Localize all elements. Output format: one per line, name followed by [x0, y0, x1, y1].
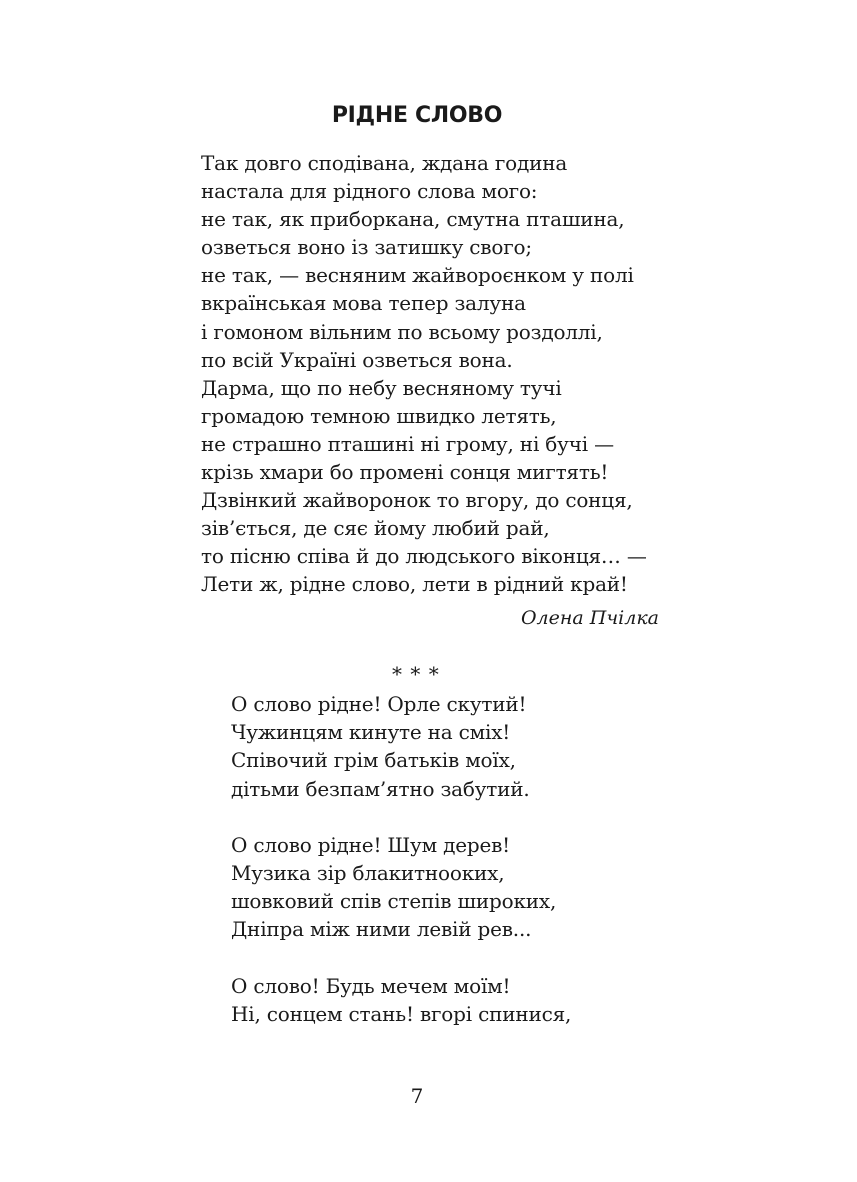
poem-line: зів’ється, де сяє йому любий рай,: [201, 516, 550, 541]
stanza: [231, 831, 571, 944]
poem-line: не страшно пташині ні грому, ні бучі —: [201, 431, 614, 456]
poem-line: шовковий спів степів широких,: [231, 889, 557, 914]
poem-line: не так, як приборкана, смутна пташина,: [201, 207, 625, 232]
poem-line: Чужинцям кинуте на сміх!: [231, 720, 511, 745]
poem-line: Так довго сподівана, ждана година: [201, 151, 568, 175]
poem-line: Дніпра між ними левій рев...: [231, 917, 532, 942]
poem-body: [201, 149, 647, 599]
poem-line: настала для рідного слова мого:: [201, 179, 538, 204]
poem-line: то пісню співа й до людського віконця… —: [201, 544, 647, 569]
second-poem-body: [231, 690, 571, 1028]
poem-line: Дзвінкий жайворонок то вгору, до сонця,: [201, 488, 633, 513]
poem-line: О слово рідне! Орле скутий!: [231, 692, 527, 716]
poem-line: крізь хмари бо промені сонця мигтять!: [201, 460, 609, 485]
poem-line: О слово рідне! Шум дерев!: [231, 832, 511, 857]
poem-line: дітьми безпам’ятно забутий.: [231, 776, 530, 801]
poem-line: озветься воно із затишку свого;: [201, 235, 532, 260]
stanza: [231, 972, 571, 1028]
poem-line: не так, — весняним жайвороєнком у полі: [201, 263, 634, 288]
section-separator: * * *: [392, 662, 440, 686]
poem-line: громадою темною швидко летять,: [201, 403, 557, 428]
poem-line: О слово! Будь мечем моїм!: [231, 973, 511, 998]
poem-line: Співочий грім батьків моїх,: [231, 748, 516, 773]
stanza: [231, 690, 571, 803]
poem-line: Дарма, що по небу весняному тучі: [201, 375, 562, 400]
poem-line: Ні, сонцем стань! вгорі спинися,: [231, 1001, 572, 1026]
poem-line: Музика зір блакитноокиx,: [231, 861, 505, 886]
page-number: 7: [410, 1084, 424, 1108]
poem-line: Лети ж, рідне слово, лети в рідний край!: [201, 572, 628, 597]
poem-line: вкраїнськая мова тепер залуна: [201, 291, 526, 316]
poem-title: РІДНЕ СЛОВО: [331, 103, 503, 128]
poem-line: і гомоном вільним по всьому роздоллі,: [201, 319, 603, 344]
poem-author: Олена Пчілка: [520, 607, 659, 629]
poem-line: по всій Україні озветься вона.: [201, 347, 513, 372]
